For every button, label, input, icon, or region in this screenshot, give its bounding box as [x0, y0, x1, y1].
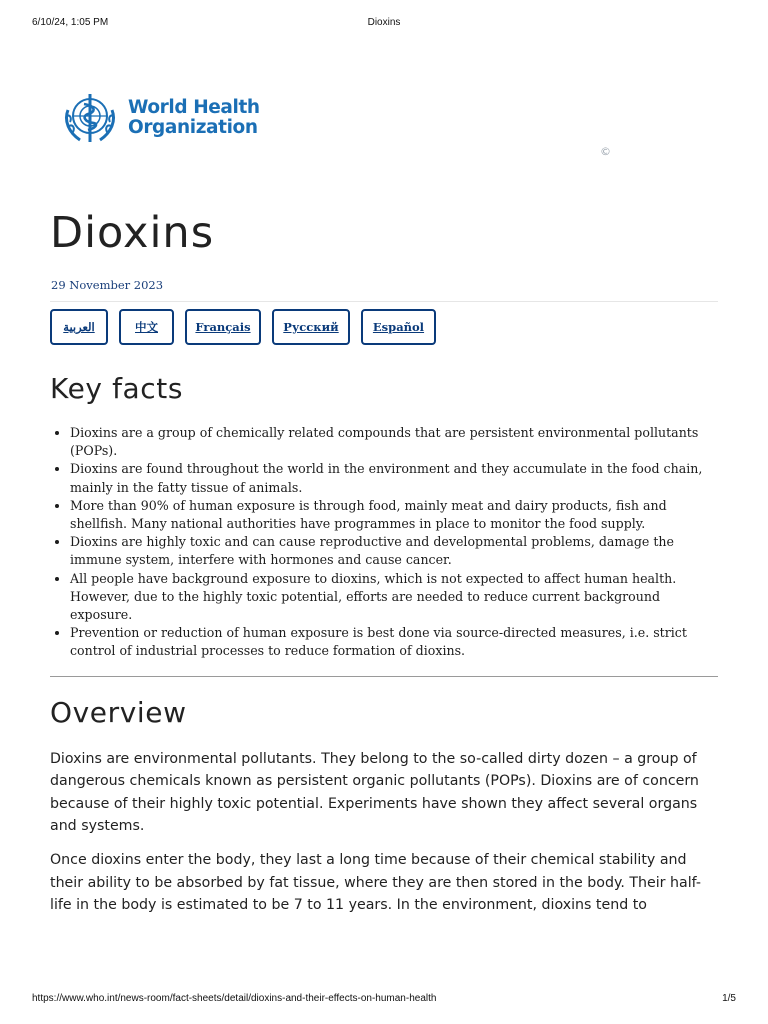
- language-button-russian[interactable]: Русский: [272, 309, 350, 345]
- print-title: Dioxins: [367, 17, 401, 28]
- print-date: 6/10/24, 1:05 PM: [32, 17, 109, 28]
- publish-date: 29 November 2023: [51, 278, 164, 292]
- logo-line-2: Organization: [128, 117, 258, 138]
- key-facts-heading: Key facts: [50, 372, 184, 405]
- who-logo-text: [128, 98, 260, 138]
- overview-paragraph: Dioxins are environmental pollutants. They belong to the so-called dirty dozen – a group of dangerous chemicals known as persistent organic pollutants (POPs). Dioxins are of concern because of their highly toxic potential. Experiments have shown they affect several organs and systems.: [50, 751, 699, 835]
- list-item: • Dioxins are a group of chemically related compounds that are persistent environmental pollutants (POPs).: [70, 424, 718, 460]
- section-divider: [50, 676, 718, 677]
- overview-paragraph: Once dioxins enter the body, they last a long time because of their chemical stability and their ability to be absorbed by fat tissue, where they are then stored in the body. Their half-life in the body is estimated to be 7 to 11 years. In the environment, dioxins tend to: [50, 852, 701, 913]
- logo-line-1: World Health: [128, 97, 260, 118]
- print-footer: [32, 993, 736, 1007]
- language-button-french[interactable]: Français: [185, 309, 261, 345]
- overview-heading: Overview: [50, 696, 187, 729]
- overview-body: [50, 748, 722, 928]
- print-url: https://www.who.int/news-room/fact-sheets/detail/dioxins-and-their-effects-on-human-health: [32, 993, 437, 1004]
- language-button-chinese[interactable]: 中文: [119, 309, 174, 345]
- page-title: Dioxins: [50, 208, 215, 258]
- list-item: • More than 90% of human exposure is through food, mainly meat and dairy products, fish and shellfish. Many national authorities have programmes in place to monitor the food supply.: [70, 497, 718, 533]
- who-emblem-icon: [58, 90, 122, 146]
- print-header: [32, 17, 736, 31]
- print-page-number: 1/5: [722, 993, 736, 1004]
- key-facts-list: [50, 424, 718, 661]
- who-logo[interactable]: [58, 90, 260, 146]
- list-item: • Dioxins are highly toxic and can cause reproductive and developmental problems, damage the immune system, interfere with hormones and cause cancer.: [70, 533, 718, 569]
- list-item: • Prevention or reduction of human exposure is best done via source-directed measures, i.e. strict control of industrial processes to reduce formation of dioxins.: [70, 624, 718, 660]
- language-button-spanish[interactable]: Español: [361, 309, 436, 345]
- list-item: • Dioxins are found throughout the world in the environment and they accumulate in the food chain, mainly in the fatty tissue of animals.: [70, 460, 718, 496]
- language-button-arabic[interactable]: العربية: [50, 309, 108, 345]
- copyright-mark: ©: [600, 145, 611, 158]
- list-item: • All people have background exposure to dioxins, which is not expected to affect human health. However, due to the highly toxic potential, efforts are needed to reduce current background exposure.: [70, 570, 718, 625]
- date-divider: [50, 301, 718, 302]
